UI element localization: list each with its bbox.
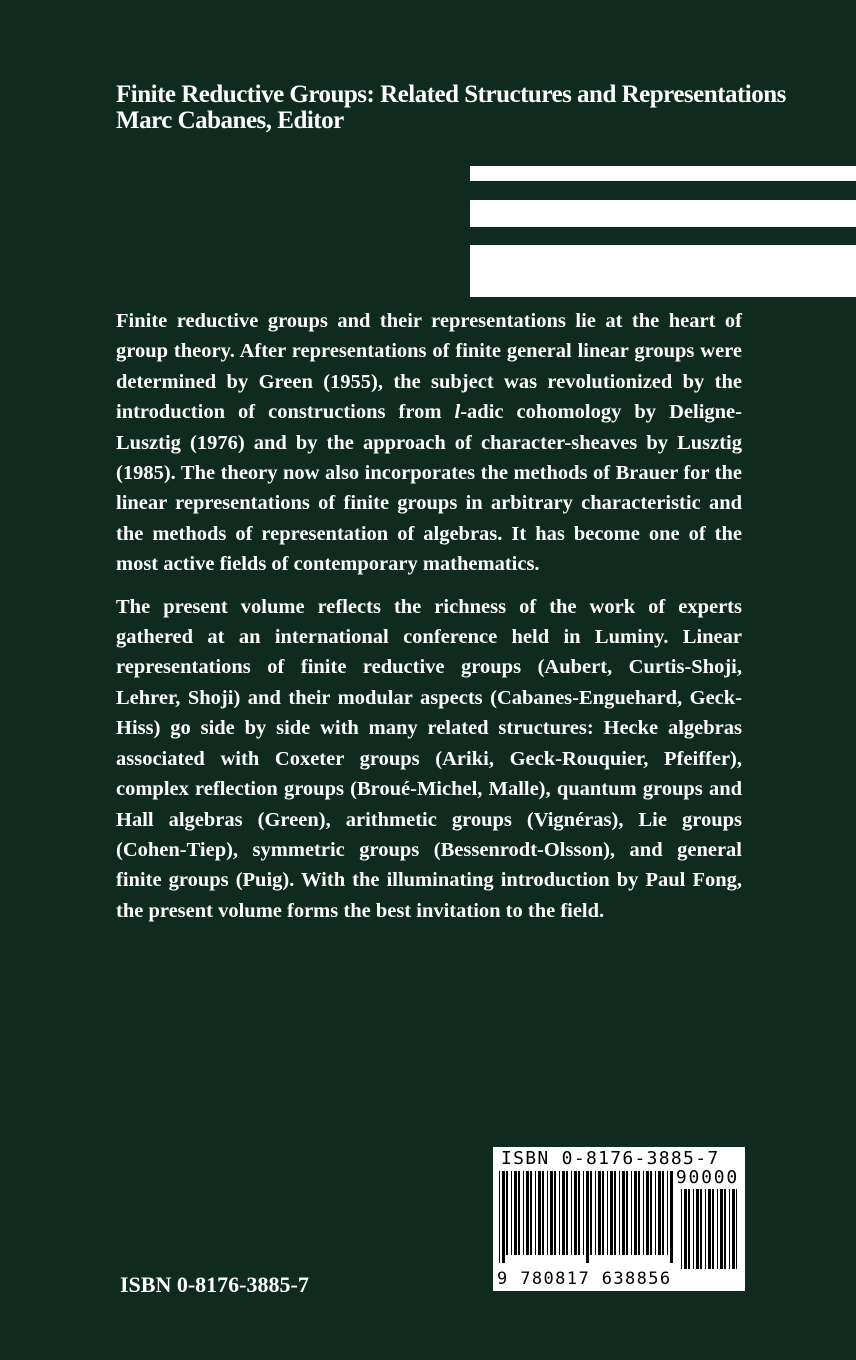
- barcode-bar: [530, 1171, 532, 1255]
- barcode-bar: [655, 1171, 656, 1255]
- barcode-bar: [631, 1171, 632, 1255]
- barcode-isbn-text: ISBN 0-8176-3885-7: [501, 1148, 720, 1169]
- barcode-bar: [535, 1171, 536, 1255]
- barcode-bar: [502, 1171, 505, 1263]
- barcode-bar: [712, 1189, 714, 1269]
- book-editor: Marc Cabanes, Editor: [116, 107, 344, 134]
- barcode-bar: [499, 1171, 500, 1263]
- barcode-bar: [626, 1171, 628, 1255]
- barcode-bar: [571, 1171, 572, 1255]
- barcode-bar: [729, 1189, 730, 1269]
- barcode-bar: [705, 1189, 706, 1269]
- barcode-bar: [523, 1171, 524, 1255]
- barcode-bar: [607, 1171, 608, 1255]
- barcode-addon-number: 90000: [675, 1167, 739, 1188]
- barcode-bar: [622, 1171, 625, 1255]
- barcode-bar: [614, 1171, 616, 1255]
- barcode-bar: [646, 1171, 649, 1255]
- barcode-bar: [559, 1171, 560, 1255]
- barcode-bar: [717, 1189, 718, 1269]
- book-title: Finite Reductive Groups: Related Structures and Representations: [116, 81, 786, 108]
- barcode-bar: [700, 1189, 702, 1269]
- barcode-bar: [681, 1189, 682, 1269]
- barcode-bar: [506, 1171, 508, 1255]
- barcode-bar: [550, 1171, 553, 1255]
- barcode-bar: [650, 1171, 652, 1255]
- barcode-bar: [720, 1189, 723, 1269]
- decorative-stripe-1: [470, 166, 856, 181]
- barcode-bar: [574, 1171, 577, 1255]
- barcode-ean-number: 9 780817 638856: [497, 1269, 672, 1289]
- barcode-bar: [590, 1171, 592, 1255]
- barcode-main-bars: [499, 1171, 673, 1263]
- decorative-stripe-3: [470, 245, 856, 297]
- barcode-bar: [538, 1171, 541, 1255]
- book-description: [116, 306, 742, 938]
- barcode-bar: [566, 1171, 568, 1255]
- barcode-bar: [662, 1171, 664, 1255]
- barcode-bar: [696, 1189, 699, 1269]
- barcode-bar: [562, 1171, 565, 1255]
- barcode-bar: [547, 1171, 548, 1255]
- barcode-bar: [554, 1171, 556, 1255]
- barcode-bar: [684, 1189, 687, 1269]
- barcode-bar: [526, 1171, 529, 1255]
- barcode-bar: [643, 1171, 644, 1255]
- barcode-bar: [514, 1171, 517, 1255]
- barcode-bar: [667, 1171, 668, 1255]
- barcode-bar: [542, 1171, 544, 1255]
- decorative-stripe-2: [470, 200, 856, 227]
- barcode-bar: [619, 1171, 620, 1255]
- barcode-bar: [724, 1189, 726, 1269]
- barcode-bar: [610, 1171, 613, 1255]
- barcode-bar: [670, 1171, 673, 1263]
- barcode-bar: [736, 1189, 737, 1269]
- barcode-bar: [602, 1171, 604, 1255]
- barcode-bar: [732, 1189, 735, 1269]
- barcode: [493, 1147, 745, 1291]
- barcode-bar: [658, 1171, 661, 1255]
- isbn-label: ISBN 0-8176-3885-7: [120, 1272, 309, 1297]
- barcode-bar: [598, 1171, 601, 1255]
- barcode-bar: [578, 1171, 580, 1255]
- barcode-bar: [634, 1171, 637, 1255]
- barcode-bar: [518, 1171, 520, 1255]
- barcode-bar: [693, 1189, 694, 1269]
- barcode-bar: [688, 1189, 690, 1269]
- barcode-bar: [511, 1171, 512, 1255]
- description-paragraph-2: The present volume reflects the richness of the work of experts gathered at an international conference held in Luminy. Linear representations of finite reductive groups (Aubert, Curtis-Shoji, Lehrer, Shoji) and their modular aspects (Cabanes-Enguehard, Geck-Hiss) go side by side with many related structures: Hecke algebras associated with Coxeter groups (Ariki, Geck-Rouquier, Pfeiffer), complex reflection groups (Broué-Michel, Malle), quantum groups and Hall algebras (Green), arithmetic groups (Vignéras), Lie groups (Cohen-Tiep), symmetric groups (Bessenrodt-Olsson), and general finite groups (Puig). With the illuminating introduction by Paul Fong, the present volume forms the best invitation to the field.: [116, 595, 742, 922]
- description-paragraph-1: Finite reductive groups and their representations lie at the heart of group theory. After representations of finite general linear groups were determined by Green (1955), the subject was revolutionized by the introduction of constructions from l-adic cohomology by Deligne-Lusztig (1976) and by the approach of character-sheaves by Lusztig (1985). The theory now also incorporates the methods of Brauer for the linear representations of finite groups in arbitrary characteristic and the methods of representation of algebras. It has become one of the most active fields of contemporary mathematics.: [116, 310, 742, 576]
- barcode-bar: [638, 1171, 640, 1255]
- barcode-bar: [586, 1171, 589, 1263]
- barcode-bar: [708, 1189, 711, 1269]
- barcode-bar: [583, 1171, 584, 1255]
- barcode-bar: [595, 1171, 596, 1255]
- barcode-addon-bars: [681, 1189, 737, 1269]
- header: [116, 82, 836, 134]
